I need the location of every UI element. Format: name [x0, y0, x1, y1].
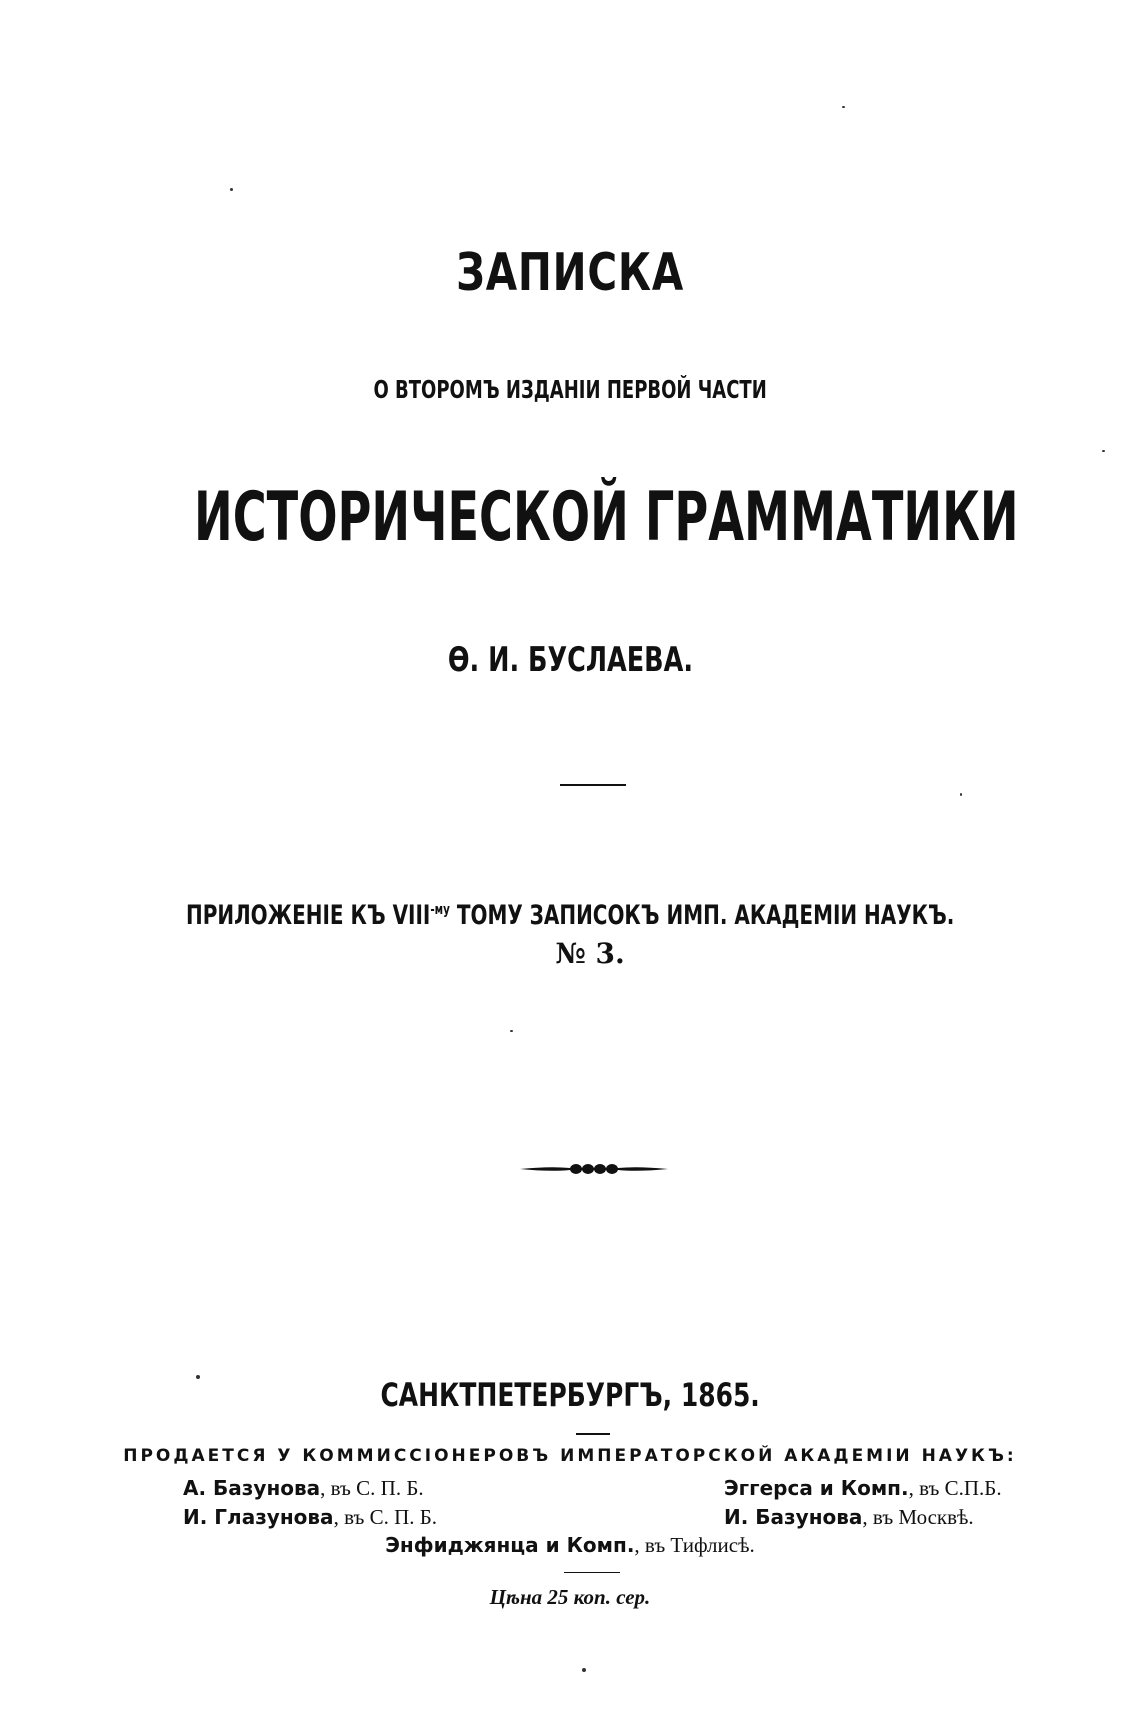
title	[0, 243, 1140, 303]
main-title	[0, 478, 1140, 557]
paper-speck	[842, 106, 845, 108]
seller-entry	[724, 1505, 974, 1530]
seller-place: , въ С. П. Б.	[320, 1476, 424, 1500]
paper-speck	[582, 1668, 586, 1672]
seller-entry	[183, 1505, 437, 1530]
short-rule	[576, 1433, 610, 1435]
city-year-text: САНКТПЕТЕРБУРГЪ, 1865.	[380, 1376, 760, 1414]
seller-entry	[724, 1476, 1002, 1501]
seller-name: Эггерса и Комп.	[724, 1476, 909, 1500]
seller-name: Энфиджянца и Комп.	[385, 1533, 635, 1557]
price: Цѣна 25 коп. сер.	[489, 1585, 651, 1609]
paper-speck	[230, 188, 233, 191]
seller-place: , въ С.П.Б.	[908, 1476, 1002, 1500]
seller-name: И. Глазунова	[183, 1505, 334, 1529]
paper-speck	[960, 793, 962, 796]
paper-speck	[510, 1030, 513, 1032]
seller-place: , въ Тифлисѣ.	[634, 1533, 755, 1557]
seller-place: , въ С. П. Б.	[333, 1505, 438, 1529]
seller-name: А. Базунова	[183, 1476, 321, 1500]
seller-entry	[0, 1533, 1140, 1558]
author	[0, 640, 1140, 680]
ornament-divider	[520, 1162, 668, 1176]
paper-speck	[196, 1375, 200, 1379]
seller-name: И. Базунова	[724, 1505, 863, 1529]
author-text: Ѳ. И. БУСЛАЕВА.	[447, 640, 693, 680]
appendix-superscript: -му	[430, 902, 450, 918]
divider-rule	[560, 784, 626, 786]
sellers-heading: ПРОДАЕТСЯ У КОММИССІОНЕРОВЪ ИМПЕРАТОРСКОЙ АКАДЕМІИ НАУКЪ:	[123, 1446, 1017, 1466]
title-text: ЗАПИСКА	[456, 243, 684, 303]
appendix-suffix: ТОМУ ЗАПИСОКЪ ИМП. АКАДЕМІИ НАУКЪ.	[449, 900, 955, 931]
short-rule	[564, 1572, 620, 1573]
subtitle	[0, 375, 1140, 404]
appendix-text	[186, 900, 954, 931]
seller-entry	[183, 1476, 424, 1501]
main-title-text: ИСТОРИЧЕСКОЙ ГРАММАТИКИ	[194, 478, 1019, 557]
seller-place: , въ Москвѣ.	[862, 1505, 974, 1529]
city-year	[0, 1376, 1140, 1414]
paper-speck	[1102, 450, 1105, 452]
issue-number: № 3.	[555, 937, 625, 970]
subtitle-text: О ВТОРОМЪ ИЗДАНІИ ПЕРВОЙ ЧАСТИ	[373, 375, 767, 404]
appendix-prefix: ПРИЛОЖЕНІЕ КЪ VIII	[185, 900, 431, 931]
appendix-note	[0, 900, 1140, 931]
